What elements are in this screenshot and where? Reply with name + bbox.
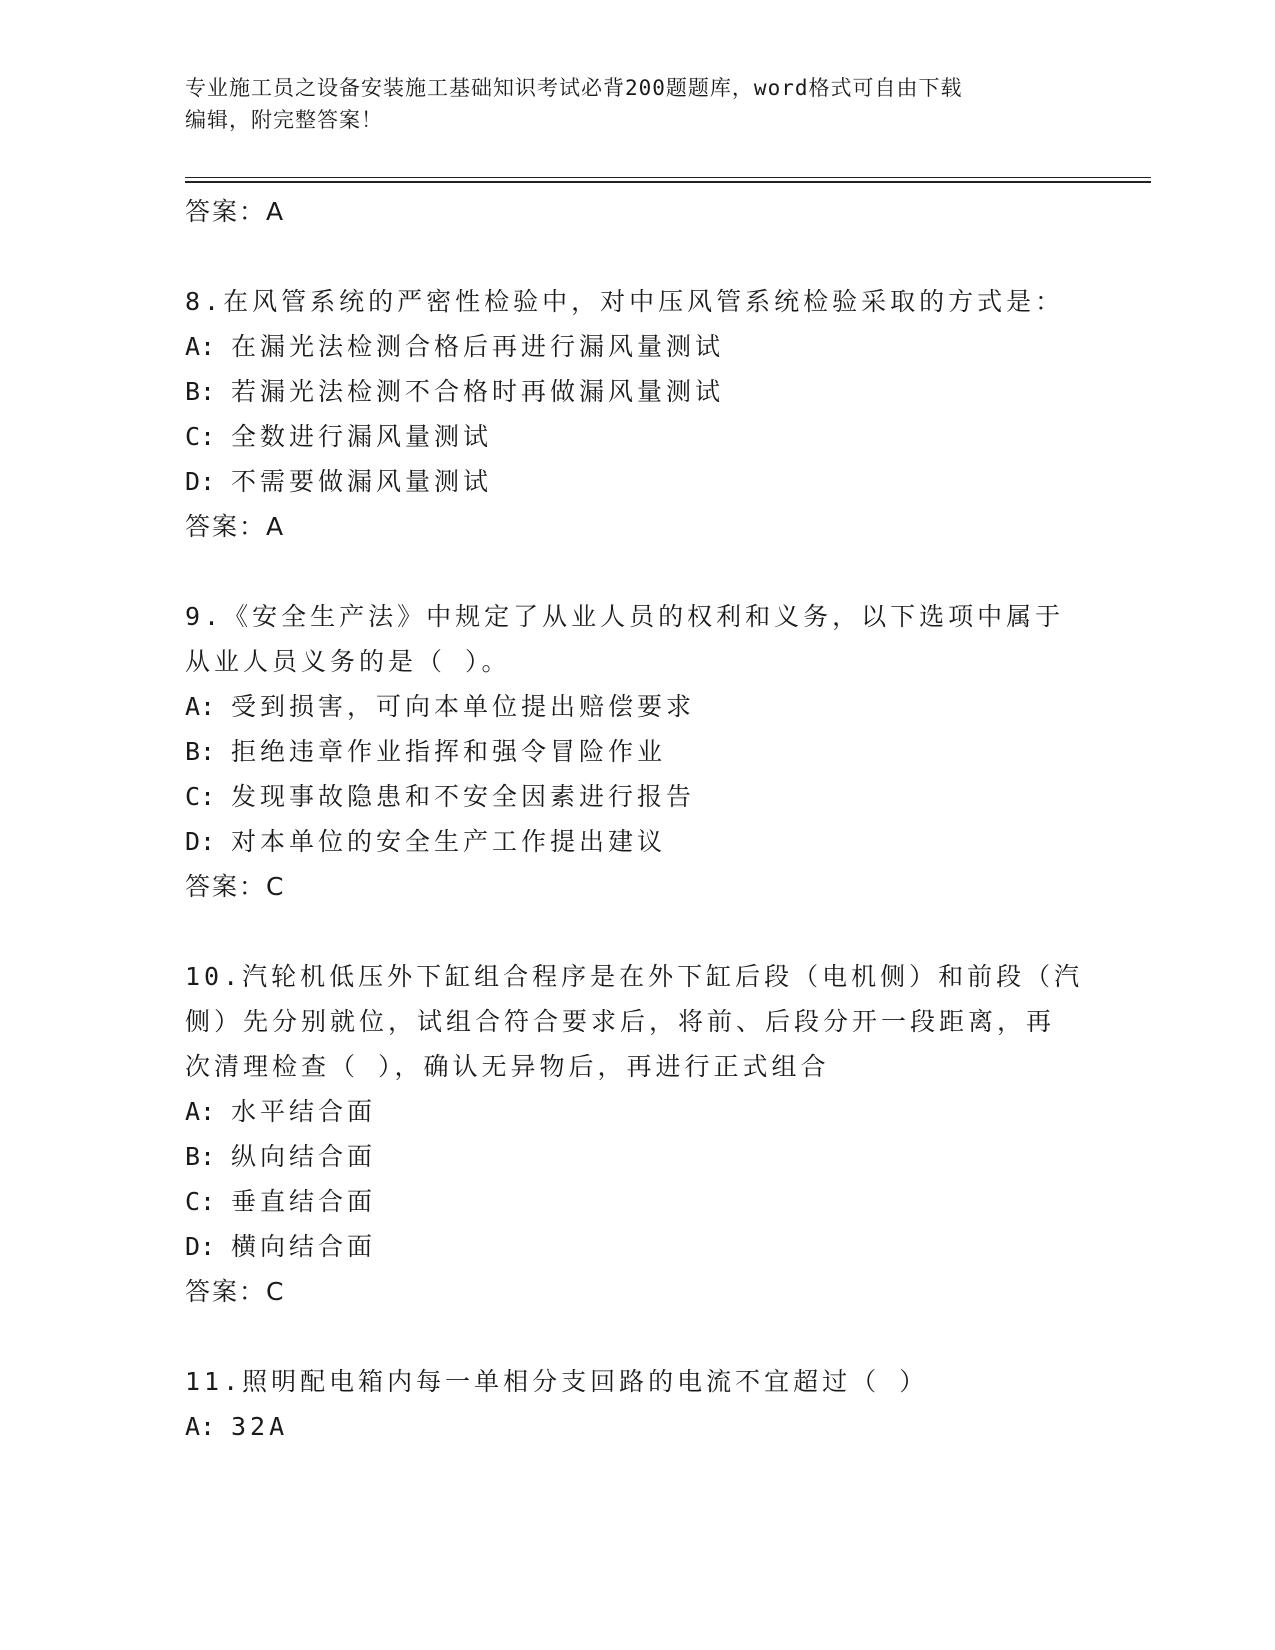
option-letter: A: [185, 332, 216, 361]
option-text: 对本单位的安全生产工作提出建议 [231, 827, 667, 856]
answer: 答案：C [185, 1277, 286, 1306]
question-8 [185, 279, 1085, 549]
option-letter: B: [185, 1142, 216, 1171]
option-text: 纵向结合面 [231, 1142, 377, 1171]
option-c [185, 414, 1085, 459]
option-letter: C: [185, 422, 216, 451]
option-letter: A: [185, 1097, 216, 1126]
question-text: 11.照明配电箱内每一单相分支回路的电流不宜超过（ ） [185, 1367, 929, 1396]
header-line-1: 专业施工员之设备安装施工基础知识考试必背200题题库，word格式可自由下载 [185, 76, 963, 100]
option-letter: B: [185, 377, 216, 406]
option-d [185, 1224, 1085, 1269]
spacer [185, 549, 1085, 594]
question-10 [185, 954, 1085, 1314]
option-b [185, 729, 1085, 774]
option-d [185, 819, 1085, 864]
header-divider-top [185, 177, 1151, 178]
option-text: 全数进行漏风量测试 [231, 422, 493, 451]
option-letter: D: [185, 1232, 216, 1261]
option-b [185, 1134, 1085, 1179]
question-11 [185, 1359, 1085, 1449]
option-text: 垂直结合面 [231, 1187, 377, 1216]
question-text: 从业人员义务的是（ ）。 [185, 647, 511, 676]
answer: 答案：C [185, 872, 286, 901]
previous-answer: 答案：A [185, 197, 286, 226]
option-text: 若漏光法检测不合格时再做漏风量测试 [231, 377, 725, 406]
option-text: 不需要做漏风量测试 [231, 467, 493, 496]
option-text: 在漏光法检测合格后再进行漏风量测试 [231, 332, 725, 361]
option-d [185, 459, 1085, 504]
option-c [185, 774, 1085, 819]
spacer [185, 909, 1085, 954]
header-divider-bottom [185, 181, 1151, 183]
option-a [185, 324, 1085, 369]
question-text: 侧）先分别就位，试组合符合要求后，将前、后段分开一段距离，再 [185, 1007, 1056, 1036]
option-a [185, 1404, 1085, 1449]
option-text: 发现事故隐患和不安全因素进行报告 [231, 782, 696, 811]
question-list [185, 189, 1085, 1449]
document-header [185, 72, 1085, 136]
option-letter: C: [185, 782, 216, 811]
option-text: 受到损害，可向本单位提出赔偿要求 [231, 692, 696, 721]
option-letter: D: [185, 827, 216, 856]
option-text: 拒绝违章作业指挥和强令冒险作业 [231, 737, 667, 766]
question-text: 次清理检查（ ），确认无异物后，再进行正式组合 [185, 1052, 830, 1081]
spacer [185, 234, 1085, 279]
option-text: 横向结合面 [231, 1232, 377, 1261]
option-c [185, 1179, 1085, 1224]
option-letter: A: [185, 692, 216, 721]
question-9 [185, 594, 1085, 909]
spacer [185, 1314, 1085, 1359]
header-line-2: 编辑，附完整答案！ [185, 108, 383, 132]
question-text: 9.《安全生产法》中规定了从业人员的权利和义务，以下选项中属于 [185, 602, 1065, 631]
question-text: 10.汽轮机低压外下缸组合程序是在外下缸后段（电机侧）和前段（汽 [185, 962, 1084, 991]
option-a [185, 684, 1085, 729]
option-letter: A: [185, 1412, 216, 1441]
option-letter: D: [185, 467, 216, 496]
question-text: 8.在风管系统的严密性检验中，对中压风管系统检验采取的方式是： [185, 287, 1065, 316]
option-text: 水平结合面 [231, 1097, 377, 1126]
option-b [185, 369, 1085, 414]
option-a [185, 1089, 1085, 1134]
option-letter: B: [185, 737, 216, 766]
answer: 答案：A [185, 512, 286, 541]
option-text: 32A [231, 1412, 289, 1441]
option-letter: C: [185, 1187, 216, 1216]
